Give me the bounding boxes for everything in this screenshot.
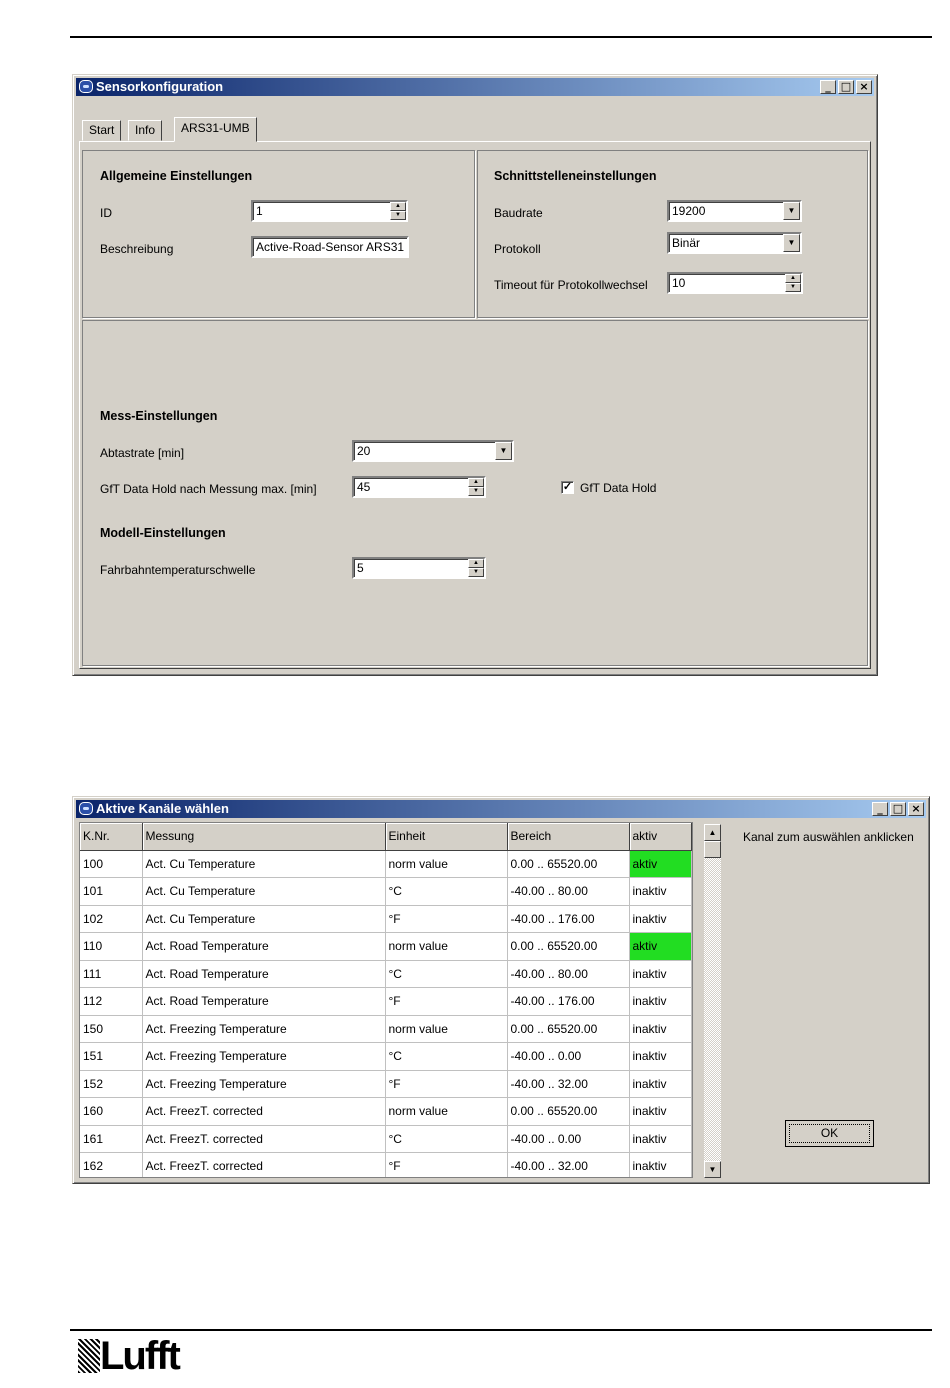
range-cell: 0.00 .. 65520.00 xyxy=(507,933,629,961)
active-status-cell[interactable]: aktiv xyxy=(629,850,691,878)
table-row[interactable] xyxy=(80,905,691,933)
vertical-scrollbar[interactable] xyxy=(704,824,721,1178)
scroll-thumb[interactable] xyxy=(704,841,721,858)
channel-number-cell: 110 xyxy=(80,933,142,961)
channel-number-cell: 100 xyxy=(80,850,142,878)
measurement-cell: Act. FreezT. corrected xyxy=(142,1153,385,1179)
channel-number-cell: 101 xyxy=(80,878,142,906)
channel-number-cell: 111 xyxy=(80,960,142,988)
general-heading: Allgemeine Einstellungen xyxy=(100,169,253,183)
sample-rate-select[interactable] xyxy=(352,440,514,462)
threshold-spinner[interactable] xyxy=(352,557,486,579)
range-cell: -40.00 .. 0.00 xyxy=(507,1043,629,1071)
range-cell: -40.00 .. 32.00 xyxy=(507,1070,629,1098)
channel-number-cell: 152 xyxy=(80,1070,142,1098)
scroll-down-icon[interactable]: ▼ xyxy=(704,1161,721,1178)
range-cell: -40.00 .. 176.00 xyxy=(507,905,629,933)
table-row[interactable] xyxy=(80,850,691,878)
active-status-cell[interactable]: inaktiv xyxy=(629,1070,691,1098)
spin-up-icon[interactable]: ▲ xyxy=(468,478,484,487)
channel-number-cell: 160 xyxy=(80,1098,142,1126)
data-hold-label: GfT Data Hold nach Messung max. [min] xyxy=(100,482,317,496)
app-icon xyxy=(79,802,93,815)
column-header[interactable]: Einheit xyxy=(385,823,507,850)
measurement-cell: Act. Road Temperature xyxy=(142,933,385,961)
threshold-value: 5 xyxy=(357,561,364,575)
ok-button[interactable]: OK xyxy=(785,1120,874,1147)
active-status-cell[interactable]: inaktiv xyxy=(629,1015,691,1043)
sample-rate-value: 20 xyxy=(357,444,371,458)
measurement-cell: Act. Cu Temperature xyxy=(142,878,385,906)
unit-cell: °F xyxy=(385,905,507,933)
logo-text: Lufft xyxy=(100,1334,179,1378)
channel-number-cell: 102 xyxy=(80,905,142,933)
maximize-icon[interactable]: □ xyxy=(838,80,854,94)
close-icon[interactable]: × xyxy=(856,80,872,94)
table-row[interactable] xyxy=(80,878,691,906)
range-cell: 0.00 .. 65520.00 xyxy=(507,850,629,878)
timeout-label: Timeout für Protokollwechsel xyxy=(494,278,648,292)
spin-down-icon[interactable]: ▼ xyxy=(785,283,801,292)
baudrate-select[interactable] xyxy=(667,200,802,222)
data-hold-spinner[interactable] xyxy=(352,476,486,498)
chevron-down-icon[interactable]: ▼ xyxy=(495,442,512,460)
channel-number-cell: 161 xyxy=(80,1125,142,1153)
measurement-cell: Act. Cu Temperature xyxy=(142,905,385,933)
timeout-value: 10 xyxy=(672,276,686,290)
description-label: Beschreibung xyxy=(100,242,174,256)
unit-cell: °F xyxy=(385,988,507,1016)
id-value: 1 xyxy=(256,204,263,218)
footer-rule xyxy=(70,1329,932,1331)
minimize-icon[interactable]: _ xyxy=(820,80,836,94)
tab-ars31-umb[interactable]: ARS31-UMB xyxy=(174,117,257,142)
measurement-cell: Act. Freezing Temperature xyxy=(142,1043,385,1071)
spin-up-icon[interactable]: ▲ xyxy=(468,559,484,568)
logo-mark-icon xyxy=(78,1339,100,1373)
spin-down-icon[interactable]: ▼ xyxy=(390,211,406,220)
window-title: Sensorkonfiguration xyxy=(96,79,224,94)
active-status-cell[interactable]: inaktiv xyxy=(629,960,691,988)
measurement-cell: Act. Road Temperature xyxy=(142,988,385,1016)
active-status-cell[interactable]: inaktiv xyxy=(629,1125,691,1153)
channel-number-cell: 112 xyxy=(80,988,142,1016)
measure-heading: Mess-Einstellungen xyxy=(100,409,218,423)
chevron-down-icon[interactable]: ▼ xyxy=(783,234,800,252)
threshold-label: Fahrbahntemperaturschwelle xyxy=(100,563,256,577)
measurement-cell: Act. Freezing Temperature xyxy=(142,1015,385,1043)
table-row[interactable] xyxy=(80,1153,691,1179)
protocol-value: Binär xyxy=(672,236,701,250)
range-cell: -40.00 .. 80.00 xyxy=(507,878,629,906)
range-cell: -40.00 .. 32.00 xyxy=(507,1153,629,1179)
spin-down-icon[interactable]: ▼ xyxy=(468,568,484,577)
sample-rate-label: Abtastrate [min] xyxy=(100,446,185,460)
channel-grid xyxy=(79,822,693,1178)
unit-cell: °C xyxy=(385,960,507,988)
table-row[interactable] xyxy=(80,960,691,988)
hint-text: Kanal zum auswählen anklicken xyxy=(743,830,914,844)
unit-cell: °C xyxy=(385,1125,507,1153)
sensor-config-window xyxy=(72,74,878,676)
unit-cell: norm value xyxy=(385,933,507,961)
measurement-cell: Act. Cu Temperature xyxy=(142,850,385,878)
range-cell: -40.00 .. 80.00 xyxy=(507,960,629,988)
unit-cell: °F xyxy=(385,1153,507,1179)
spin-up-icon[interactable]: ▲ xyxy=(390,202,406,211)
protocol-select[interactable] xyxy=(667,232,802,254)
tab-info[interactable]: Info xyxy=(128,120,162,141)
spin-down-icon[interactable]: ▼ xyxy=(468,487,484,496)
active-status-cell[interactable]: inaktiv xyxy=(629,878,691,906)
data-hold-checkbox[interactable]: ✓ xyxy=(562,481,573,493)
timeout-spinner[interactable] xyxy=(667,272,803,294)
column-header[interactable]: Bereich xyxy=(507,823,629,850)
column-header[interactable]: aktiv xyxy=(629,823,691,850)
range-cell: -40.00 .. 0.00 xyxy=(507,1125,629,1153)
measurement-cell: Act. FreezT. corrected xyxy=(142,1125,385,1153)
id-label: ID xyxy=(100,206,112,220)
unit-cell: norm value xyxy=(385,1098,507,1126)
table-row[interactable] xyxy=(80,1070,691,1098)
model-heading: Modell-Einstellungen xyxy=(100,526,226,540)
channel-number-cell: 162 xyxy=(80,1153,142,1179)
lufft-logo xyxy=(78,1336,179,1376)
id-spinner[interactable] xyxy=(251,200,408,222)
measurement-cell: Act. FreezT. corrected xyxy=(142,1098,385,1126)
spin-up-icon[interactable]: ▲ xyxy=(785,274,801,283)
active-status-cell[interactable]: aktiv xyxy=(629,933,691,961)
unit-cell: norm value xyxy=(385,1015,507,1043)
range-cell: 0.00 .. 65520.00 xyxy=(507,1015,629,1043)
active-status-cell[interactable]: inaktiv xyxy=(629,1043,691,1071)
header-rule xyxy=(70,36,932,38)
measurement-cell: Act. Road Temperature xyxy=(142,960,385,988)
channel-number-cell: 151 xyxy=(80,1043,142,1071)
data-hold-check-label: GfT Data Hold xyxy=(580,481,657,495)
table-row[interactable] xyxy=(80,1015,691,1043)
table-row[interactable] xyxy=(80,1043,691,1071)
measurement-cell: Act. Freezing Temperature xyxy=(142,1070,385,1098)
maximize-icon[interactable]: □ xyxy=(890,802,906,816)
active-channels-window xyxy=(72,796,930,1184)
active-status-cell[interactable]: inaktiv xyxy=(629,988,691,1016)
unit-cell: °F xyxy=(385,1070,507,1098)
close-icon[interactable]: × xyxy=(908,802,924,816)
baudrate-label: Baudrate xyxy=(494,206,543,220)
unit-cell: °C xyxy=(385,1043,507,1071)
scroll-up-icon[interactable]: ▲ xyxy=(704,824,721,841)
unit-cell: norm value xyxy=(385,850,507,878)
column-header[interactable]: K.Nr. xyxy=(80,823,142,850)
data-hold-value: 45 xyxy=(357,480,371,494)
tab-start[interactable]: Start xyxy=(82,120,121,141)
range-cell: -40.00 .. 176.00 xyxy=(507,988,629,1016)
active-status-cell[interactable]: inaktiv xyxy=(629,1098,691,1126)
channel-number-cell: 150 xyxy=(80,1015,142,1043)
protocol-label: Protokoll xyxy=(494,242,541,256)
description-field[interactable]: Active-Road-Sensor ARS31 xyxy=(251,236,409,258)
minimize-icon[interactable]: _ xyxy=(872,802,888,816)
column-header[interactable]: Messung xyxy=(142,823,385,850)
title-bar[interactable] xyxy=(76,78,874,96)
baudrate-value: 19200 xyxy=(672,204,706,218)
range-cell: 0.00 .. 65520.00 xyxy=(507,1098,629,1126)
chevron-down-icon[interactable]: ▼ xyxy=(783,202,800,220)
table-row[interactable] xyxy=(80,1125,691,1153)
unit-cell: °C xyxy=(385,878,507,906)
window-title: Aktive Kanäle wählen xyxy=(96,801,229,816)
active-status-cell[interactable]: inaktiv xyxy=(629,905,691,933)
table-row[interactable] xyxy=(80,988,691,1016)
app-icon xyxy=(79,80,93,93)
header-row xyxy=(80,823,691,850)
title-bar[interactable] xyxy=(76,800,926,818)
active-status-cell[interactable]: inaktiv xyxy=(629,1153,691,1179)
tab-panel xyxy=(79,141,871,669)
table-row[interactable] xyxy=(80,1098,691,1126)
interface-heading: Schnittstelleneinstellungen xyxy=(494,169,657,183)
table-row[interactable] xyxy=(80,933,691,961)
